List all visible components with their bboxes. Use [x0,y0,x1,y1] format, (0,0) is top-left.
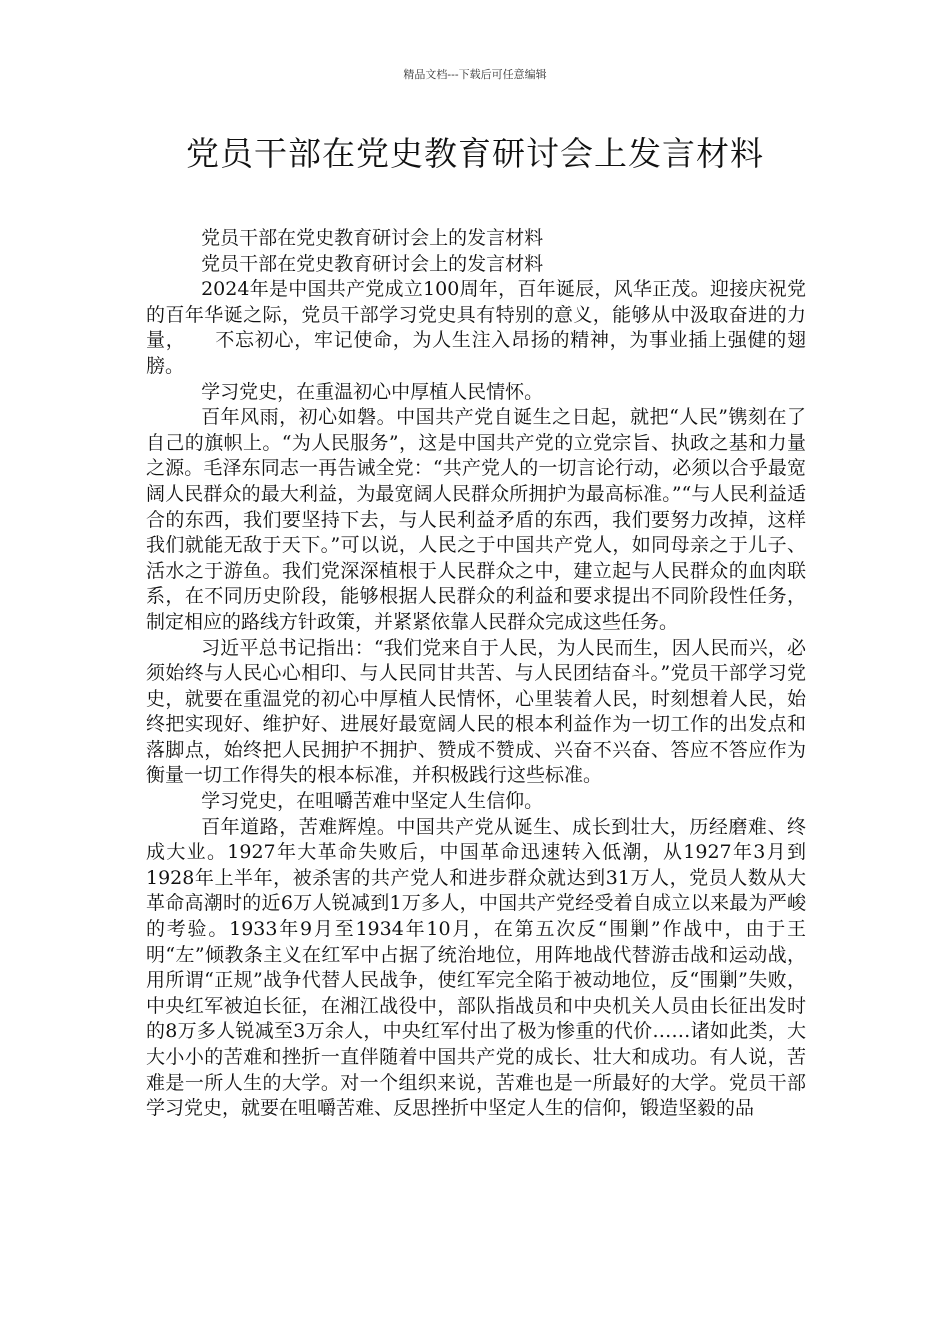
document-body [146,226,806,1122]
paragraph: 百年风雨，初心如磐。中国共产党自诞生之日起，就把“人民”镌刻在了自己的旗帜上。“为人民服务”，这是中国共产党的立党宗旨、执政之基和力量之源。毛泽东同志一再告诫全党：“共产党人的一切言论行动，必须以合乎最宽阔人民群众的最大利益，为最宽阔人民群众所拥护为最高标准。”“与人民利益适合的东西，我们要坚持下去，与人民利益矛盾的东西，我们要努力改掉，这样我们就能无敌于天下。”可以说，人民之于中国共产党人，如同母亲之于儿子、活水之于游鱼。我们党深深植根于人民群众之中，建立起与人民群众的血肉联系，在不同历史阶段，能够根据人民群众的利益和要求提出不同阶段性任务，制定相应的路线方针政策，并紧紧依靠人民群众完成这些任务。 [146,406,806,633]
paragraph: 学习党史，在重温初心中厚植人民情怀。 [201,380,544,403]
document-title: 党员干部在党史教育研讨会上发言材料 [186,134,764,173]
paragraph: 2024年是中国共产党成立100周年，百年诞辰，风华正茂。迎接庆祝党的百年华诞之际，党员干部学习党史具有特别的意义，能够从中汲取奋进的力量， 不忘初心，牢记使命，为人生注入昂扬的精神，为事业插上强健的翅膀。 [146,278,806,377]
paragraph: 党员干部在党史教育研讨会上的发言材料 [201,252,544,275]
paragraph: 习近平总书记指出：“我们党来自于人民，为人民而生，因人民而兴，必须始终与人民心心相印、与人民同甘共苦、与人民团结奋斗。”党员干部学习党史，就要在重温党的初心中厚植人民情怀，心里装着人民，时刻想着人民，始终把实现好、维护好、进展好最宽阔人民的根本利益作为一切工作的出发点和落脚点，始终把人民拥护不拥护、赞成不赞成、兴奋不兴奋、答应不答应作为衡量一切工作得失的根本标准，并积极践行这些标准。 [146,636,806,787]
paragraph: 学习党史，在咀嚼苦难中坚定人生信仰。 [201,790,544,813]
page-header: 精品文档---下载后可任意编辑 [403,68,547,81]
paragraph: 党员干部在党史教育研讨会上的发言材料 [201,227,544,249]
paragraph: 百年道路，苦难辉煌。中国共产党从诞生、成长到壮大，历经磨难、终成大业。1927年大革命失败后，中国革命迅速转入低潮，从1927年3月到1928年上半年，被杀害的共产党人和进步群众就达到31万人，党员人数从大革命高潮时的近6万人锐减到1万多人，中国共产党经受着自成立以来最为严峻的考验。1933年9月至1934年10月，在第五次反“围剿”作战中，由于王明“左”倾教条主义在红军中占据了统治地位，用阵地战代替游击战和运动战，用所谓“正规”战争代替人民战争，使红军完全陷于被动地位，反“围剿”失败，中央红军被迫长征，在湘江战役中，部队指战员和中央机关人员由长征出发时的8万多人锐减至3万余人，中央红军付出了极为惨重的代价……诸如此类，大大小小的苦难和挫折一直伴随着中国共产党的成长、壮大和成功。有人说，苦难是一所人生的大学。对一个组织来说，苦难也是一所最好的大学。党员干部学习党史，就要在咀嚼苦难、反思挫折中坚定人生的信仰，锻造坚毅的品 [146,815,806,1120]
